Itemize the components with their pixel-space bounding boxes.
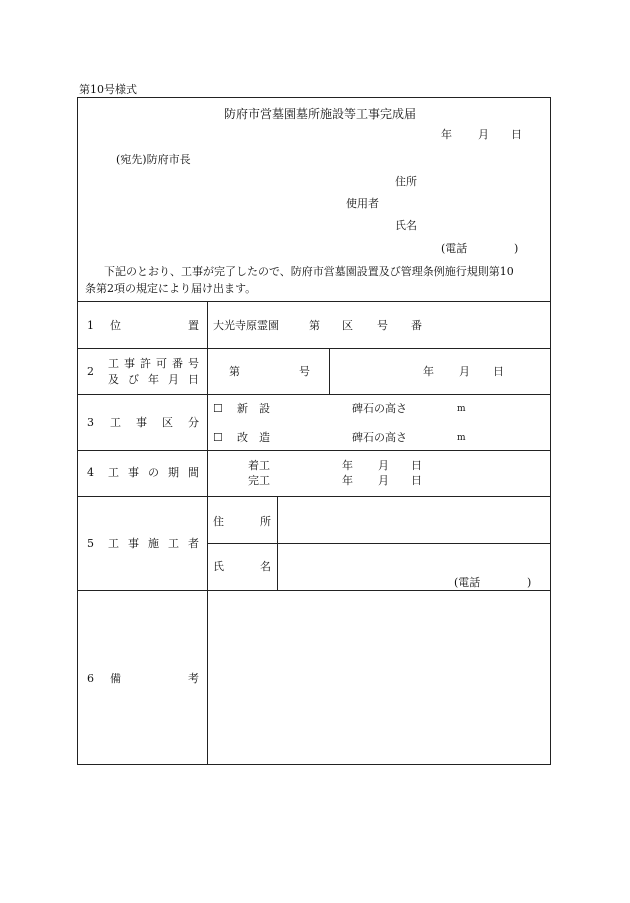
contractor-name-b: 名 xyxy=(260,560,271,573)
row-divider xyxy=(77,496,551,497)
applicant-name-label: 氏名 xyxy=(395,219,417,232)
row6-label-b: 考 xyxy=(188,672,199,685)
contractor-phone-close: ) xyxy=(527,576,532,589)
form-frame xyxy=(77,97,551,765)
row2-label-line1: 工事許可番号 xyxy=(108,357,204,370)
row5-number: 5 xyxy=(87,537,94,550)
row-divider xyxy=(207,543,551,544)
applicant-address-label: 住所 xyxy=(395,175,417,188)
date-day: 日 xyxy=(511,128,522,141)
row1-label-b: 置 xyxy=(188,319,199,332)
row4-label: 工事の期間 xyxy=(108,466,208,479)
column-divider xyxy=(329,348,330,394)
form-title: 防府市営墓園墓所施設等工事完成届 xyxy=(224,107,417,121)
applicant-phone-close: ) xyxy=(514,242,519,255)
row1-go: 号 xyxy=(377,319,388,332)
row1-ku: 区 xyxy=(342,319,353,332)
applicant-phone-open: (電話 xyxy=(441,242,468,255)
row1-ban: 番 xyxy=(411,319,422,332)
height-unit: m xyxy=(457,404,466,414)
start-month: 月 xyxy=(378,459,389,472)
row1-number: 1 xyxy=(87,319,94,332)
checkbox-new[interactable]: ☐ xyxy=(213,402,223,415)
row3-label-char: 分 xyxy=(188,416,199,429)
row-divider xyxy=(77,394,551,395)
row2-dai: 第 xyxy=(229,365,240,378)
checkbox-modify[interactable]: ☐ xyxy=(213,431,223,444)
row3-label-char: 区 xyxy=(162,416,173,429)
contractor-name-a: 氏 xyxy=(213,560,224,573)
end-day: 日 xyxy=(411,474,422,487)
height-unit: m xyxy=(457,433,466,443)
height-label: 碑石の高さ xyxy=(352,402,407,415)
start-label: 着工 xyxy=(248,459,270,472)
row2-number: 2 xyxy=(87,365,94,378)
row6-number: 6 xyxy=(87,672,94,685)
row3-label-char: 工 xyxy=(110,416,121,429)
date-month: 月 xyxy=(478,128,489,141)
contractor-address-b: 所 xyxy=(260,515,271,528)
row2-month: 月 xyxy=(459,365,470,378)
start-day: 日 xyxy=(411,459,422,472)
height-label: 碑石の高さ xyxy=(352,431,407,444)
row5-label: 工事施工者 xyxy=(108,537,208,550)
end-month: 月 xyxy=(378,474,389,487)
contractor-address-a: 住 xyxy=(213,515,224,528)
option-modify-label: 改 造 xyxy=(237,431,270,444)
form-number: 第10号様式 xyxy=(79,83,137,96)
row-divider xyxy=(77,450,551,451)
row-divider xyxy=(77,590,551,591)
statement-line-1: 下記のとおり、工事が完了したので、防府市営墓園設置及び管理条例施行規則第10 xyxy=(104,265,514,278)
row3-number: 3 xyxy=(87,416,94,429)
applicant-user-label: 使用者 xyxy=(346,197,379,210)
row2-go: 号 xyxy=(299,365,310,378)
cemetery-name: 大光寺原霊園 xyxy=(213,319,279,332)
row1-label-a: 位 xyxy=(110,319,121,332)
row2-label-line2: 及び年月日 xyxy=(108,373,208,386)
row1-dai: 第 xyxy=(309,319,320,332)
option-new-label: 新 設 xyxy=(237,402,270,415)
start-year: 年 xyxy=(342,459,353,472)
column-divider xyxy=(207,301,208,765)
row3-label-char: 事 xyxy=(136,416,147,429)
contractor-phone-open: (電話 xyxy=(454,576,481,589)
row4-number: 4 xyxy=(87,466,94,479)
row-divider xyxy=(77,301,551,302)
addressee: (宛先)防府市長 xyxy=(116,153,191,166)
row2-year: 年 xyxy=(423,365,434,378)
row2-day: 日 xyxy=(493,365,504,378)
column-divider xyxy=(277,496,278,590)
end-label: 完工 xyxy=(248,474,270,487)
row6-label-a: 備 xyxy=(110,672,121,685)
date-year: 年 xyxy=(441,128,452,141)
row-divider xyxy=(77,348,551,349)
statement-line-2: 条第2項の規定により届け出ます。 xyxy=(85,282,257,295)
end-year: 年 xyxy=(342,474,353,487)
